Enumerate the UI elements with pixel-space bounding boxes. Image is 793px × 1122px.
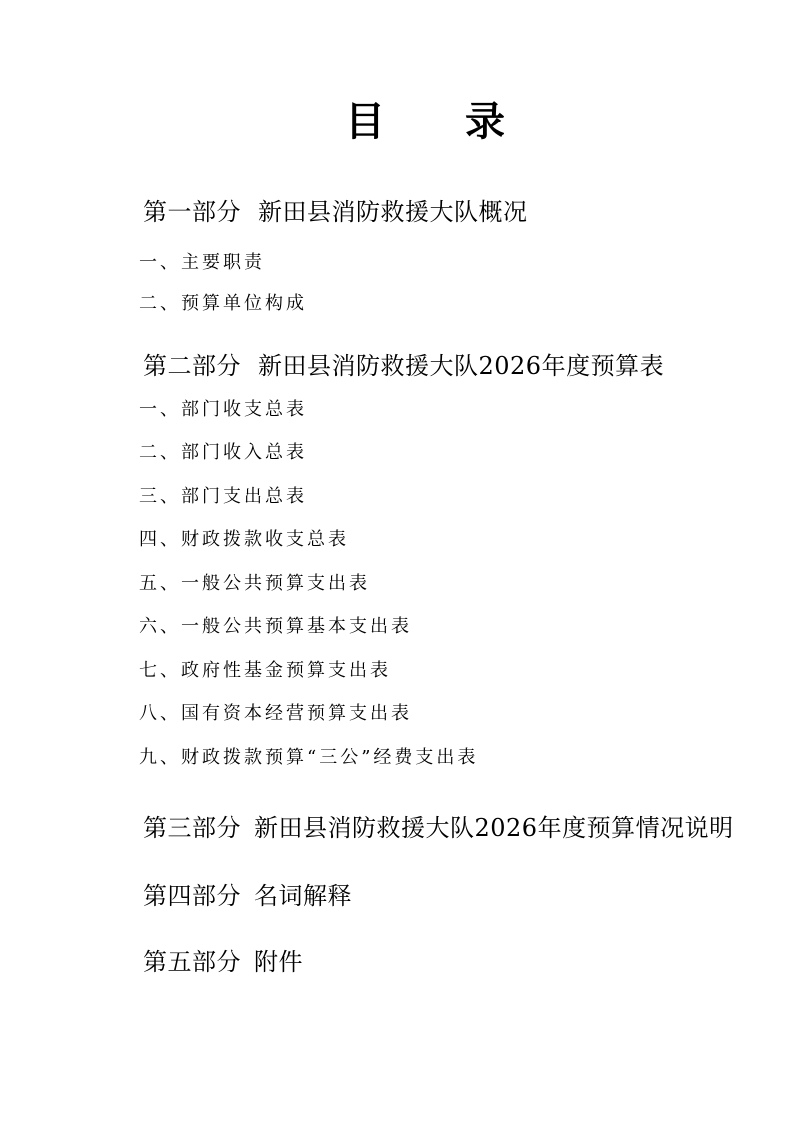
toc-item: 一、部门收支总表 [139, 399, 307, 420]
toc-item: 四、财政拨款收支总表 [139, 529, 349, 550]
section-label: 第四部分 [143, 882, 241, 910]
section-title: 附件 [254, 948, 303, 976]
section-title: 新田县消防救援大队概况 [258, 198, 528, 226]
section-title: 新田县消防救援大队2026年度预算表 [258, 352, 665, 380]
toc-title: 目 录 [345, 98, 505, 145]
section-heading-4 [143, 882, 352, 911]
section-heading-5 [143, 948, 303, 977]
section-title: 名词解释 [254, 882, 352, 910]
section-label: 第一部分 [143, 198, 241, 226]
toc-item: 二、预算单位构成 [139, 293, 307, 314]
toc-item: 五、一般公共预算支出表 [139, 573, 370, 594]
toc-item: 七、政府性基金预算支出表 [139, 660, 391, 681]
toc-item: 六、一般公共预算基本支出表 [139, 616, 412, 637]
toc-item: 九、财政拨款预算“三公”经费支出表 [139, 747, 479, 768]
toc-item: 三、部门支出总表 [139, 486, 307, 507]
toc-item: 八、国有资本经营预算支出表 [139, 703, 412, 724]
section-label: 第三部分 [143, 814, 241, 842]
section-heading-3 [143, 814, 734, 843]
section-heading-1 [143, 198, 528, 227]
section-heading-2 [143, 352, 664, 381]
section-label: 第五部分 [143, 948, 241, 976]
section-title: 新田县消防救援大队2026年度预算情况说明 [254, 814, 734, 842]
toc-item: 二、部门收入总表 [139, 442, 307, 463]
section-label: 第二部分 [143, 352, 241, 380]
toc-item: 一、主要职责 [139, 252, 265, 273]
